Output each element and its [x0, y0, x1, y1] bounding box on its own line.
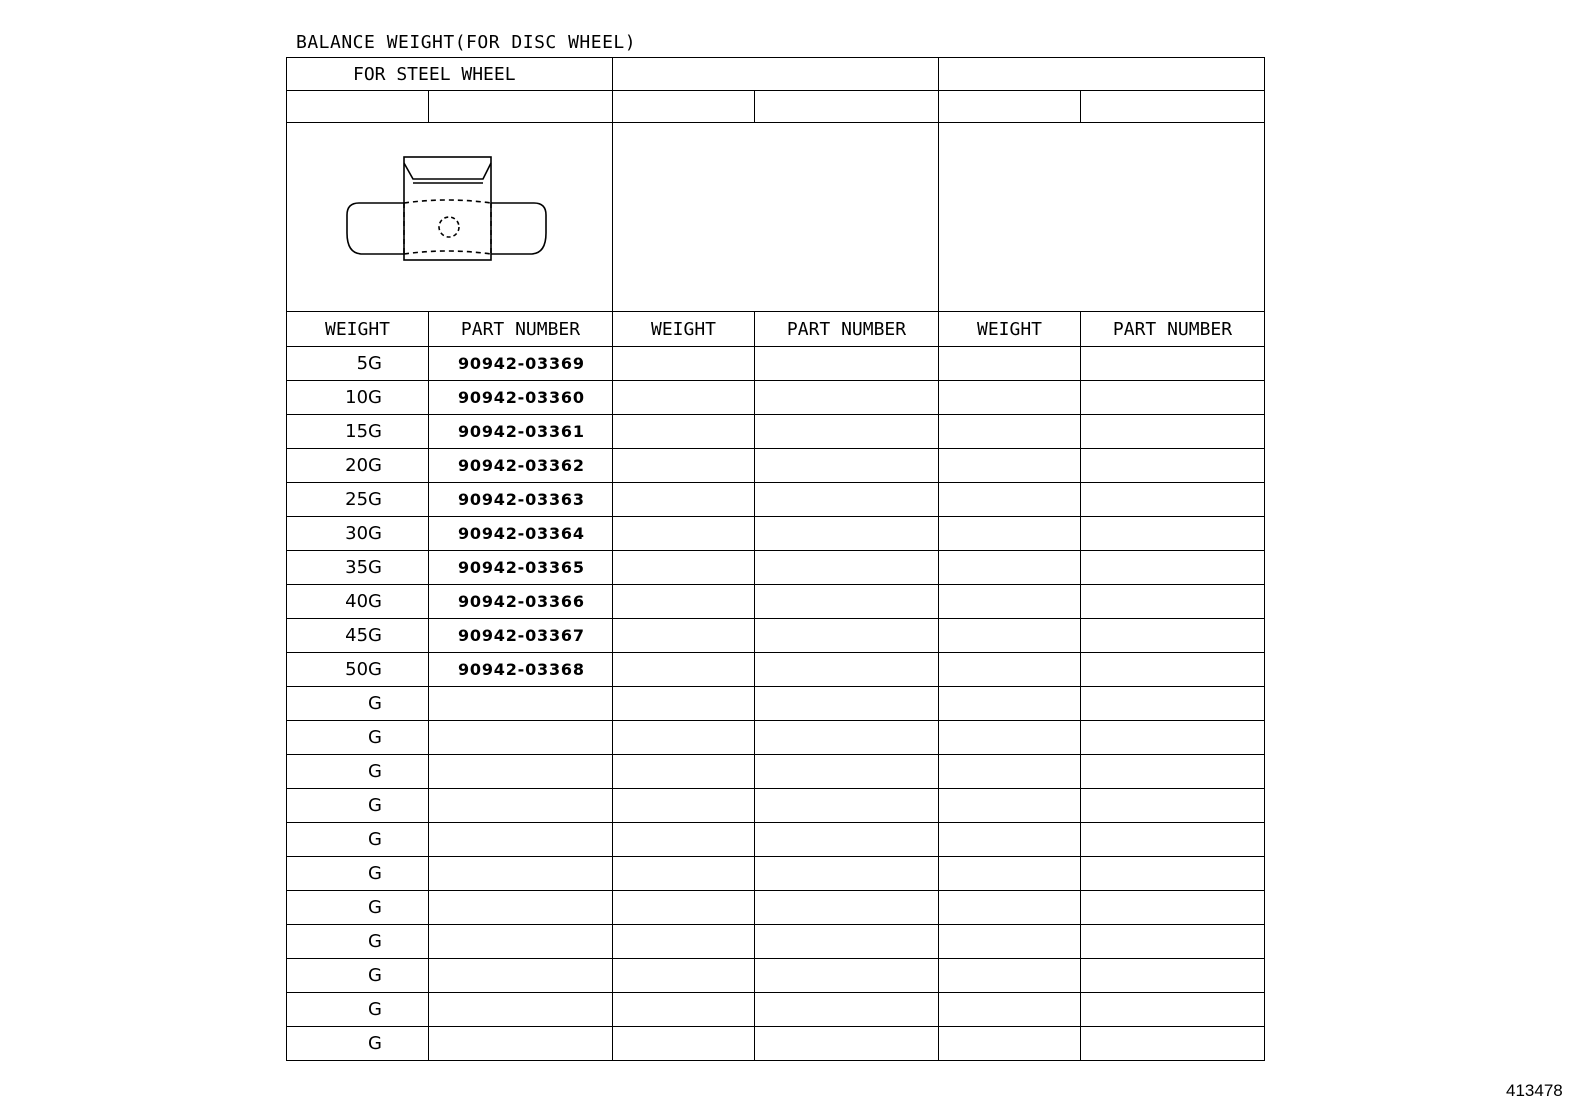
weight-cell [613, 687, 755, 721]
weight-cell [939, 653, 1081, 687]
group-label-row [287, 58, 1265, 91]
table-row [287, 551, 1265, 585]
weight-cell [613, 857, 755, 891]
weight-cell: G [287, 755, 429, 789]
part-number-cell [755, 687, 939, 721]
weight-cell: 10G [287, 381, 429, 415]
weight-cell: 5G [287, 347, 429, 381]
weight-cell: G [287, 823, 429, 857]
blank-cell [287, 91, 429, 123]
weight-cell [613, 347, 755, 381]
weight-cell [939, 551, 1081, 585]
balance-weight-clip-icon [287, 123, 613, 312]
part-number-cell [429, 891, 613, 925]
table-row [287, 517, 1265, 551]
part-number-cell [429, 959, 613, 993]
weight-cell [939, 993, 1081, 1027]
part-number-cell [755, 449, 939, 483]
table-row [287, 755, 1265, 789]
part-number-cell [755, 721, 939, 755]
part-number-cell [429, 1027, 613, 1061]
weight-column-header: WEIGHT [287, 312, 429, 347]
part-number-cell [1081, 381, 1265, 415]
part-number-cell [1081, 687, 1265, 721]
group-label-steel-wheel: FOR STEEL WHEEL [287, 58, 613, 91]
weight-cell [939, 925, 1081, 959]
weight-cell [613, 1027, 755, 1061]
weight-cell [939, 823, 1081, 857]
part-number-cell: 90942-03366 [429, 585, 613, 619]
weight-cell: G [287, 857, 429, 891]
blank-cell [939, 91, 1081, 123]
blank-cell [613, 91, 755, 123]
part-number-cell [429, 925, 613, 959]
table-row [287, 483, 1265, 517]
weight-cell: G [287, 721, 429, 755]
weight-cell [613, 823, 755, 857]
weight-cell [613, 653, 755, 687]
table-row [287, 959, 1265, 993]
part-number-cell: 90942-03362 [429, 449, 613, 483]
weight-cell [613, 959, 755, 993]
part-number-cell [1081, 959, 1265, 993]
part-number-cell [755, 619, 939, 653]
weight-cell: G [287, 687, 429, 721]
weight-cell: 35G [287, 551, 429, 585]
table-row [287, 993, 1265, 1027]
part-number-cell [755, 891, 939, 925]
weight-cell [939, 483, 1081, 517]
part-number-cell [755, 415, 939, 449]
part-number-cell [1081, 993, 1265, 1027]
group-image-3 [939, 123, 1265, 312]
weight-cell [613, 551, 755, 585]
part-number-cell [1081, 823, 1265, 857]
table-row [287, 347, 1265, 381]
part-number-cell: 90942-03368 [429, 653, 613, 687]
weight-cell [939, 347, 1081, 381]
weight-cell [939, 755, 1081, 789]
weight-cell [613, 449, 755, 483]
part-number-cell [1081, 551, 1265, 585]
part-number-cell: 90942-03369 [429, 347, 613, 381]
part-number-cell [755, 517, 939, 551]
part-number-cell [1081, 925, 1265, 959]
weight-cell [939, 381, 1081, 415]
part-number-cell [1081, 517, 1265, 551]
table-row [287, 381, 1265, 415]
part-number-cell [1081, 585, 1265, 619]
table-row [287, 415, 1265, 449]
part-number-cell [1081, 789, 1265, 823]
part-number-cell [755, 755, 939, 789]
part-number-cell [755, 551, 939, 585]
weight-cell [939, 517, 1081, 551]
weight-cell [939, 449, 1081, 483]
group-label-3 [939, 58, 1265, 91]
part-number-cell [755, 1027, 939, 1061]
weight-cell [939, 959, 1081, 993]
weight-cell [613, 755, 755, 789]
part-number-cell [755, 959, 939, 993]
part-number-cell [755, 347, 939, 381]
weight-column-header: WEIGHT [939, 312, 1081, 347]
weight-cell [613, 721, 755, 755]
part-number-cell [755, 483, 939, 517]
part-number-cell [755, 925, 939, 959]
part-number-cell [1081, 653, 1265, 687]
weight-cell: G [287, 993, 429, 1027]
table-row [287, 857, 1265, 891]
blank-cell [1081, 91, 1265, 123]
weight-cell: 25G [287, 483, 429, 517]
part-number-cell [1081, 857, 1265, 891]
part-number-cell [1081, 483, 1265, 517]
weight-cell [613, 619, 755, 653]
part-number-cell [1081, 721, 1265, 755]
table-row [287, 585, 1265, 619]
table-row [287, 449, 1265, 483]
part-number-cell [429, 721, 613, 755]
weight-cell [613, 585, 755, 619]
part-number-cell [755, 585, 939, 619]
weight-cell [613, 789, 755, 823]
diagram-id: 413478 [1506, 1081, 1563, 1100]
weight-cell [613, 925, 755, 959]
part-number-cell [1081, 347, 1265, 381]
part-number-cell [755, 857, 939, 891]
part-number-column-header: PART NUMBER [755, 312, 939, 347]
weight-cell [939, 1027, 1081, 1061]
part-number-cell [429, 823, 613, 857]
weight-cell [939, 415, 1081, 449]
table-row [287, 653, 1265, 687]
table-row [287, 823, 1265, 857]
weight-cell: G [287, 959, 429, 993]
weight-cell [939, 585, 1081, 619]
weight-cell [939, 789, 1081, 823]
weight-cell [613, 483, 755, 517]
weight-cell: G [287, 891, 429, 925]
table-row [287, 891, 1265, 925]
part-number-cell [429, 687, 613, 721]
part-number-cell [1081, 891, 1265, 925]
part-number-cell: 90942-03361 [429, 415, 613, 449]
part-number-cell [429, 755, 613, 789]
weight-cell [939, 857, 1081, 891]
weight-cell: 20G [287, 449, 429, 483]
weight-cell [939, 619, 1081, 653]
table-row [287, 619, 1265, 653]
part-number-cell [1081, 415, 1265, 449]
page-title: BALANCE WEIGHT(FOR DISC WHEEL) [296, 32, 637, 53]
weight-cell: 50G [287, 653, 429, 687]
weight-cell: 45G [287, 619, 429, 653]
part-number-cell [755, 823, 939, 857]
part-number-cell: 90942-03364 [429, 517, 613, 551]
part-number-cell [429, 857, 613, 891]
weight-column-header: WEIGHT [613, 312, 755, 347]
part-number-cell [755, 789, 939, 823]
part-number-cell [1081, 1027, 1265, 1061]
weight-cell [613, 517, 755, 551]
column-header-row [287, 312, 1265, 347]
group-image-steel-wheel [287, 123, 613, 312]
weight-cell [939, 891, 1081, 925]
weight-cell [613, 415, 755, 449]
table-row [287, 1027, 1265, 1061]
table-row [287, 687, 1265, 721]
part-number-cell [755, 993, 939, 1027]
part-number-cell: 90942-03365 [429, 551, 613, 585]
table-row [287, 925, 1265, 959]
blank-subheader-row [287, 91, 1265, 123]
table-row [287, 789, 1265, 823]
part-number-cell [429, 993, 613, 1027]
balance-weight-table [286, 57, 1265, 1061]
part-number-cell [1081, 449, 1265, 483]
blank-cell [755, 91, 939, 123]
part-number-cell: 90942-03363 [429, 483, 613, 517]
part-number-cell [755, 653, 939, 687]
part-number-cell [1081, 619, 1265, 653]
weight-cell [613, 381, 755, 415]
part-number-cell: 90942-03367 [429, 619, 613, 653]
weight-cell [939, 721, 1081, 755]
part-number-cell [755, 381, 939, 415]
weight-cell [613, 891, 755, 925]
weight-cell: G [287, 1027, 429, 1061]
blank-cell [429, 91, 613, 123]
weight-cell: 15G [287, 415, 429, 449]
image-row [287, 123, 1265, 312]
part-number-cell [1081, 755, 1265, 789]
part-number-cell [429, 789, 613, 823]
weight-cell: 30G [287, 517, 429, 551]
part-number-cell: 90942-03360 [429, 381, 613, 415]
weight-cell: G [287, 789, 429, 823]
part-number-column-header: PART NUMBER [429, 312, 613, 347]
table-row [287, 721, 1265, 755]
group-image-2 [613, 123, 939, 312]
group-label-2 [613, 58, 939, 91]
weight-cell [939, 687, 1081, 721]
part-number-column-header: PART NUMBER [1081, 312, 1265, 347]
weight-cell [613, 993, 755, 1027]
weight-cell: G [287, 925, 429, 959]
weight-cell: 40G [287, 585, 429, 619]
